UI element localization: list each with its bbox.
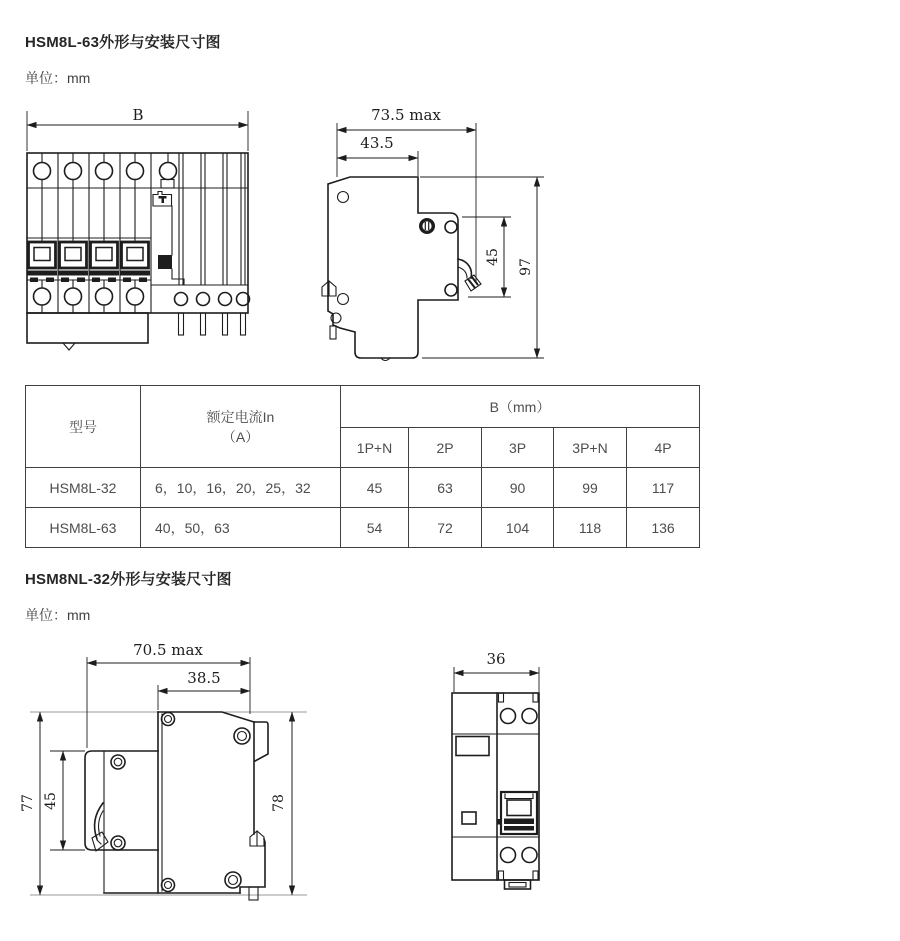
breaker-body-side [322,177,481,361]
dim-label-max-width: 73.5 max [371,106,441,124]
test-button [462,812,476,824]
dim-label-max-width: 70.5 max [133,641,203,659]
side-view-drawing-hsm8l [300,100,560,382]
dim-label-mount-width: 43.5 [360,134,394,152]
cell-b-1pn: 54 [341,508,409,548]
dim-label-b: B [132,106,144,124]
dimension-max-width [337,106,476,282]
section2-unit-label: 单位：mm [25,607,91,623]
cell-b-4p: 136 [627,508,700,548]
col-header-b-mm: B（mm） [341,386,700,428]
toggle-handle [497,792,537,834]
side-view-drawing-hsm8nl [10,640,310,940]
table-row-hsm8l-32 [26,468,700,508]
dim-label-rail-height: 45 [43,792,59,810]
screw-head [419,218,435,234]
col-header-4p: 4P [627,428,700,468]
dimension-rail-height [462,217,511,297]
dimension-table [25,385,700,548]
label-window [456,737,489,756]
screw-holes [111,713,250,892]
breaker-body-front [27,153,250,350]
front-view-drawing-hsm8l [22,103,252,358]
rated-current-line2: （A） [221,428,260,445]
cell-b-4p: 117 [627,468,700,508]
front-view-drawing-hsm8nl [430,640,610,930]
cell-b-3p: 90 [482,468,554,508]
cell-b-3p: 104 [482,508,554,548]
cell-b-1pn: 45 [341,468,409,508]
dim-label-height: 97 [518,258,534,276]
dim-label-height-right: 78 [271,794,287,812]
dimension-mount-width [158,669,250,710]
col-header-model: 型号 [26,386,141,468]
cell-model: HSM8L-63 [26,508,141,548]
dim-label-rail-height: 45 [485,248,501,266]
dimension-height [420,177,544,358]
dim-label-mount-width: 38.5 [187,669,221,687]
bottom-base [27,313,246,350]
cell-model: HSM8L-32 [26,468,141,508]
dimension-height-left [20,712,40,895]
cell-b-3pn: 118 [554,508,627,548]
breaker-body-side [85,712,268,900]
dimension-rail-height [43,751,85,850]
rcd-module [153,153,250,306]
dimension-mount-width [337,134,418,176]
cell-b-3pn: 99 [554,468,627,508]
toggle-lever-side [458,259,481,291]
dimension-max-width [87,641,250,748]
cell-b-2p: 72 [409,508,482,548]
section2-title: HSM8NL-32外形与安装尺寸图 [25,571,232,588]
dimension-height-right [271,712,292,895]
dim-label-width: 36 [486,650,506,668]
col-header-rated-current [141,386,341,468]
col-header-3pn: 3P+N [554,428,627,468]
dimension-b [27,106,248,151]
breaker-body-front [452,693,539,889]
col-header-2p: 2P [409,428,482,468]
cell-rated-current: 40，50，63 [141,508,341,548]
cell-b-2p: 63 [409,468,482,508]
cell-rated-current: 6，10，16，20，25，32 [141,468,341,508]
dim-label-height-left: 77 [20,794,36,812]
table-row-hsm8l-63 [26,508,700,548]
toggle-lever-side [92,803,108,851]
section1-title: HSM8L-63外形与安装尺寸图 [25,34,221,51]
col-header-3p: 3P [482,428,554,468]
col-header-1pn: 1P+N [341,428,409,468]
rated-current-line1: 额定电流In [206,408,275,425]
section1-unit-label: 单位：mm [25,70,91,86]
top-terminal-screws [34,153,177,188]
dimension-width [454,650,539,692]
